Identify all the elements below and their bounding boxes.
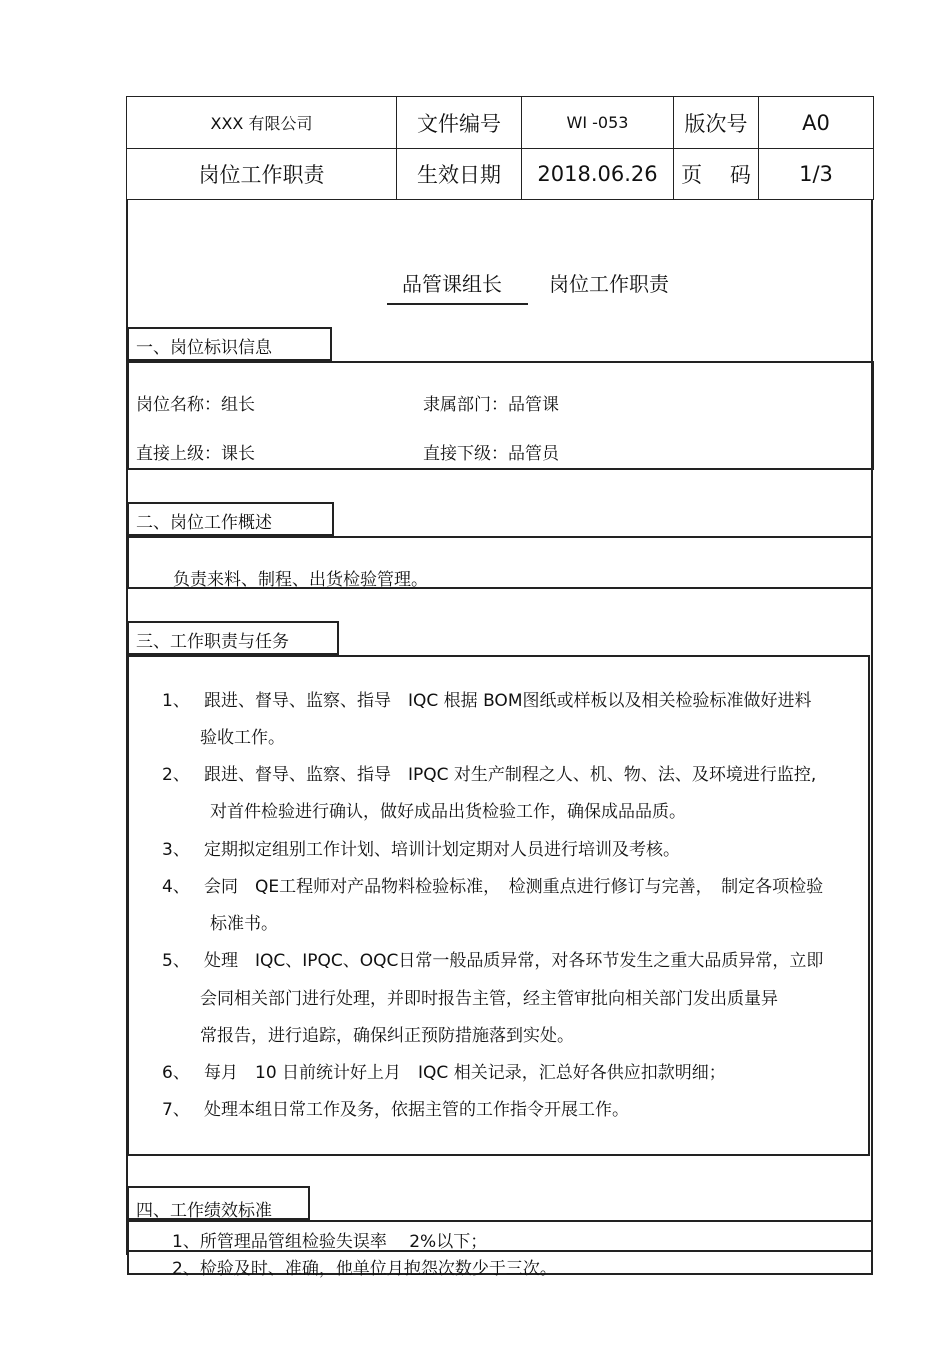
department: 隶属部门：品管课	[423, 395, 559, 415]
page-label: 页 码	[674, 149, 759, 200]
work-summary: 负责来料、制程、出货检验管理。	[173, 570, 428, 590]
kpi-1: 1、所管理品管组检验失误率 2%以下；	[172, 1232, 488, 1252]
version: A0	[759, 97, 874, 149]
section2-title: 二、岗位工作概述	[136, 513, 272, 533]
duty-5-line2: 会同相关部门进行处理，并即时报告主管，经主管审批向相关部门发出质量异	[200, 989, 778, 1009]
duty-3-line1: 定期拟定组别工作计划、培训计划定期对人员进行培训及考核。	[204, 840, 680, 860]
duty-6-line1: 每月 10 日前统计好上月 IQC 相关记录，汇总好各供应扣款明细；	[204, 1063, 726, 1083]
version-label: 版次号	[674, 97, 759, 149]
header-table	[126, 96, 874, 200]
header-title: 岗位工作职责	[127, 149, 397, 200]
direct-subordinate: 直接下级：品管员	[423, 444, 559, 464]
duty-7-num: 7、	[162, 1100, 190, 1120]
section3-title: 三、工作职责与任务	[136, 632, 289, 652]
page-number: 1/3	[759, 149, 874, 200]
direct-superior: 直接上级：课长	[136, 444, 255, 464]
duty-1-line2: 验收工作。	[200, 728, 285, 748]
duty-4-line1: 会同 QE工程师对产品物料检验标准， 检测重点进行修订与完善， 制定各项检验	[204, 877, 824, 897]
duty-3-num: 3、	[162, 840, 190, 860]
section1-title: 一、岗位标识信息	[136, 338, 272, 358]
duty-1-line1: 跟进、督导、监察、指导 IQC 根据 BOM图纸或样板以及相关检验标准做好进料	[204, 691, 812, 711]
duty-7-line1: 处理本组日常工作及务，依据主管的工作指令开展工作。	[204, 1100, 629, 1120]
duty-5-num: 5、	[162, 951, 190, 971]
kpi-2: 2、检验及时、准确，他单位月抱怨次数少于三次。	[172, 1259, 557, 1279]
duty-4-num: 4、	[162, 877, 190, 897]
doc-no: WI -053	[522, 97, 674, 149]
post-name: 岗位名称：组长	[136, 395, 255, 415]
duty-2-num: 2、	[162, 765, 190, 785]
effective-date: 2018.06.26	[522, 149, 674, 200]
doc-title-right: 岗位工作职责	[549, 272, 669, 296]
doc-no-label: 文件编号	[397, 97, 522, 149]
company-name: XXX 有限公司	[127, 97, 397, 149]
duty-5-line1: 处理 IQC、IPQC、OQC日常一般品质异常，对各环节发生之重大品质异常，立即	[204, 951, 824, 971]
date-label: 生效日期	[397, 149, 522, 200]
duty-4-line2: 标准书。	[210, 914, 278, 934]
duty-6-num: 6、	[162, 1063, 190, 1083]
section4-title: 四、工作绩效标准	[136, 1201, 272, 1221]
duty-5-line3: 常报告，进行追踪，确保纠正预防措施落到实处。	[200, 1026, 574, 1046]
doc-title-left: 品管课组长	[402, 272, 502, 296]
duty-1-num: 1、	[162, 691, 190, 711]
duty-2-line1: 跟进、督导、监察、指导 IPQC 对生产制程之人、机、物、法、及环境进行监控,	[204, 765, 817, 785]
title-underline	[387, 303, 528, 305]
duty-2-line2: 对首件检验进行确认，做好成品出货检验工作，确保成品品质。	[210, 802, 686, 822]
